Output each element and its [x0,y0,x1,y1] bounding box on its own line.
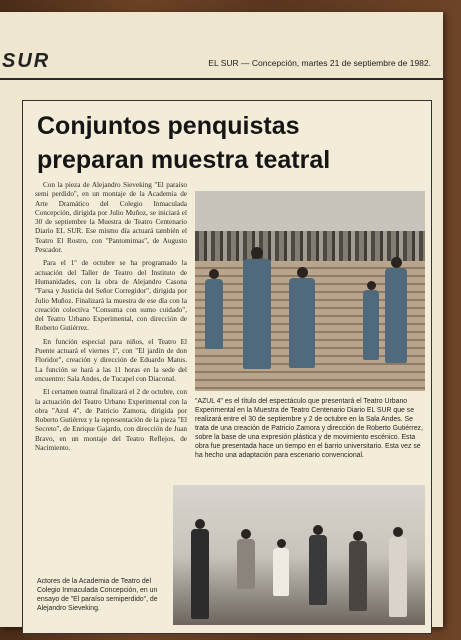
actor-head [393,527,403,537]
performer-head [297,267,308,278]
paragraph-1: Con la pieza de Alejandro Sieveking "El paraíso semi perdido", en un montaje de la Academia de Arte Dramático del Colegio Inmaculada Concepción, dirigida por Julio Muñoz, se iniciará el 30 de septiembre la Muestra de Teatro Centenario Diario EL SUR. Ese mismo día actuará también el Teatro El Rostro, con "Pantomimas", de Augusto Pescador. [35,181,187,255]
photo-azul-4 [195,191,425,391]
paragraph-2: Para el 1º de octubre se ha programado la actuación del Taller de Teatro del Instituto de Humanidades, con la obra de Alejandro Casona "Farsa y Justicia del Señor Corregidor", dirigida por Julio Muñoz. Finalizará la muestra de ese día con la creación colectiva "Consuma con sumo cuidado", del Teatro Urbano Experimental, con dirección de Roberto Gutiérrez. [35,259,187,333]
actor-figure [237,539,255,589]
actor-head [241,529,251,539]
performer-head [391,257,402,268]
newspaper-clipping [0,12,443,627]
actor-head [313,525,323,535]
performer-figure [385,268,407,363]
newspaper-logo: SUR [2,50,51,72]
photo-rehearsal [173,485,425,625]
article-box [22,100,432,634]
performer-head [367,281,376,290]
article-body [35,181,187,457]
caption-azul-4: "AZUL 4" es el título del espectáculo que presentará el Teatro Urbano Experimental en la Muestra de Teatro Centenario Diario EL SUR que se realizará entre el 30 de septiembre y 2 de octubre en la Sala Andes. Se trata de una creación de Patricio Zamora y dirección de Roberto Gutiérrez, sobre la base de una expresión plástica y de movimiento escénico. Esta obra fue presentada hace un tiempo en el barrio universitario. Esta vez se ha hecho una adaptación para escenario convencional. [195,398,423,459]
performer-head [251,247,263,259]
performer-figure [363,290,379,360]
actor-figure [191,529,209,619]
performer-figure [205,279,223,349]
dateline: EL SUR — Concepción, martes 21 de septiembre de 1982. [208,58,431,68]
headline [37,109,427,177]
caption-rehearsal: Actores de la Academia de Teatro del Colegio Inmaculada Concepción, en un ensayo de "El paraíso semiperdido", de Alejandro Sieveking. [37,578,158,612]
actor-head [195,519,205,529]
paragraph-3: En función especial para niños, el Teatro El Puente actuará el viernes 1º, con "El jardín de don Floridor", creación y dirección de Eduardo Matus. La función se hará a las 11 horas en la sede del encuentro: Sala Andes, de Tucapel con Diaconal. [35,337,187,383]
performer-head [209,269,219,279]
actor-figure [349,541,367,611]
actor-figure [273,548,289,596]
actor-figure [309,535,327,605]
performer-figure [289,278,315,368]
headline-line-2: preparan muestra teatral [37,146,331,174]
photo-crowd [195,231,425,261]
masthead [0,50,443,80]
photo-sky [195,191,425,231]
actor-head [353,531,363,541]
performer-figure [243,259,271,369]
headline-line-1: Conjuntos penquistas [37,112,300,140]
paragraph-4: El certamen teatral finalizará el 2 de octubre, con la actuación del Teatro Urbano Experimental con la obra "Azul 4", de Patricio Zamora, dirigida por Roberto Gutiérrez y la representación de la pieza "El Secreto", de Enrique Gajardo, con dirección de Juan Bravo, en un montaje del Teatro Reflejos, de Nacimiento. [35,388,187,453]
actor-figure [389,537,407,617]
actor-head [277,539,286,548]
